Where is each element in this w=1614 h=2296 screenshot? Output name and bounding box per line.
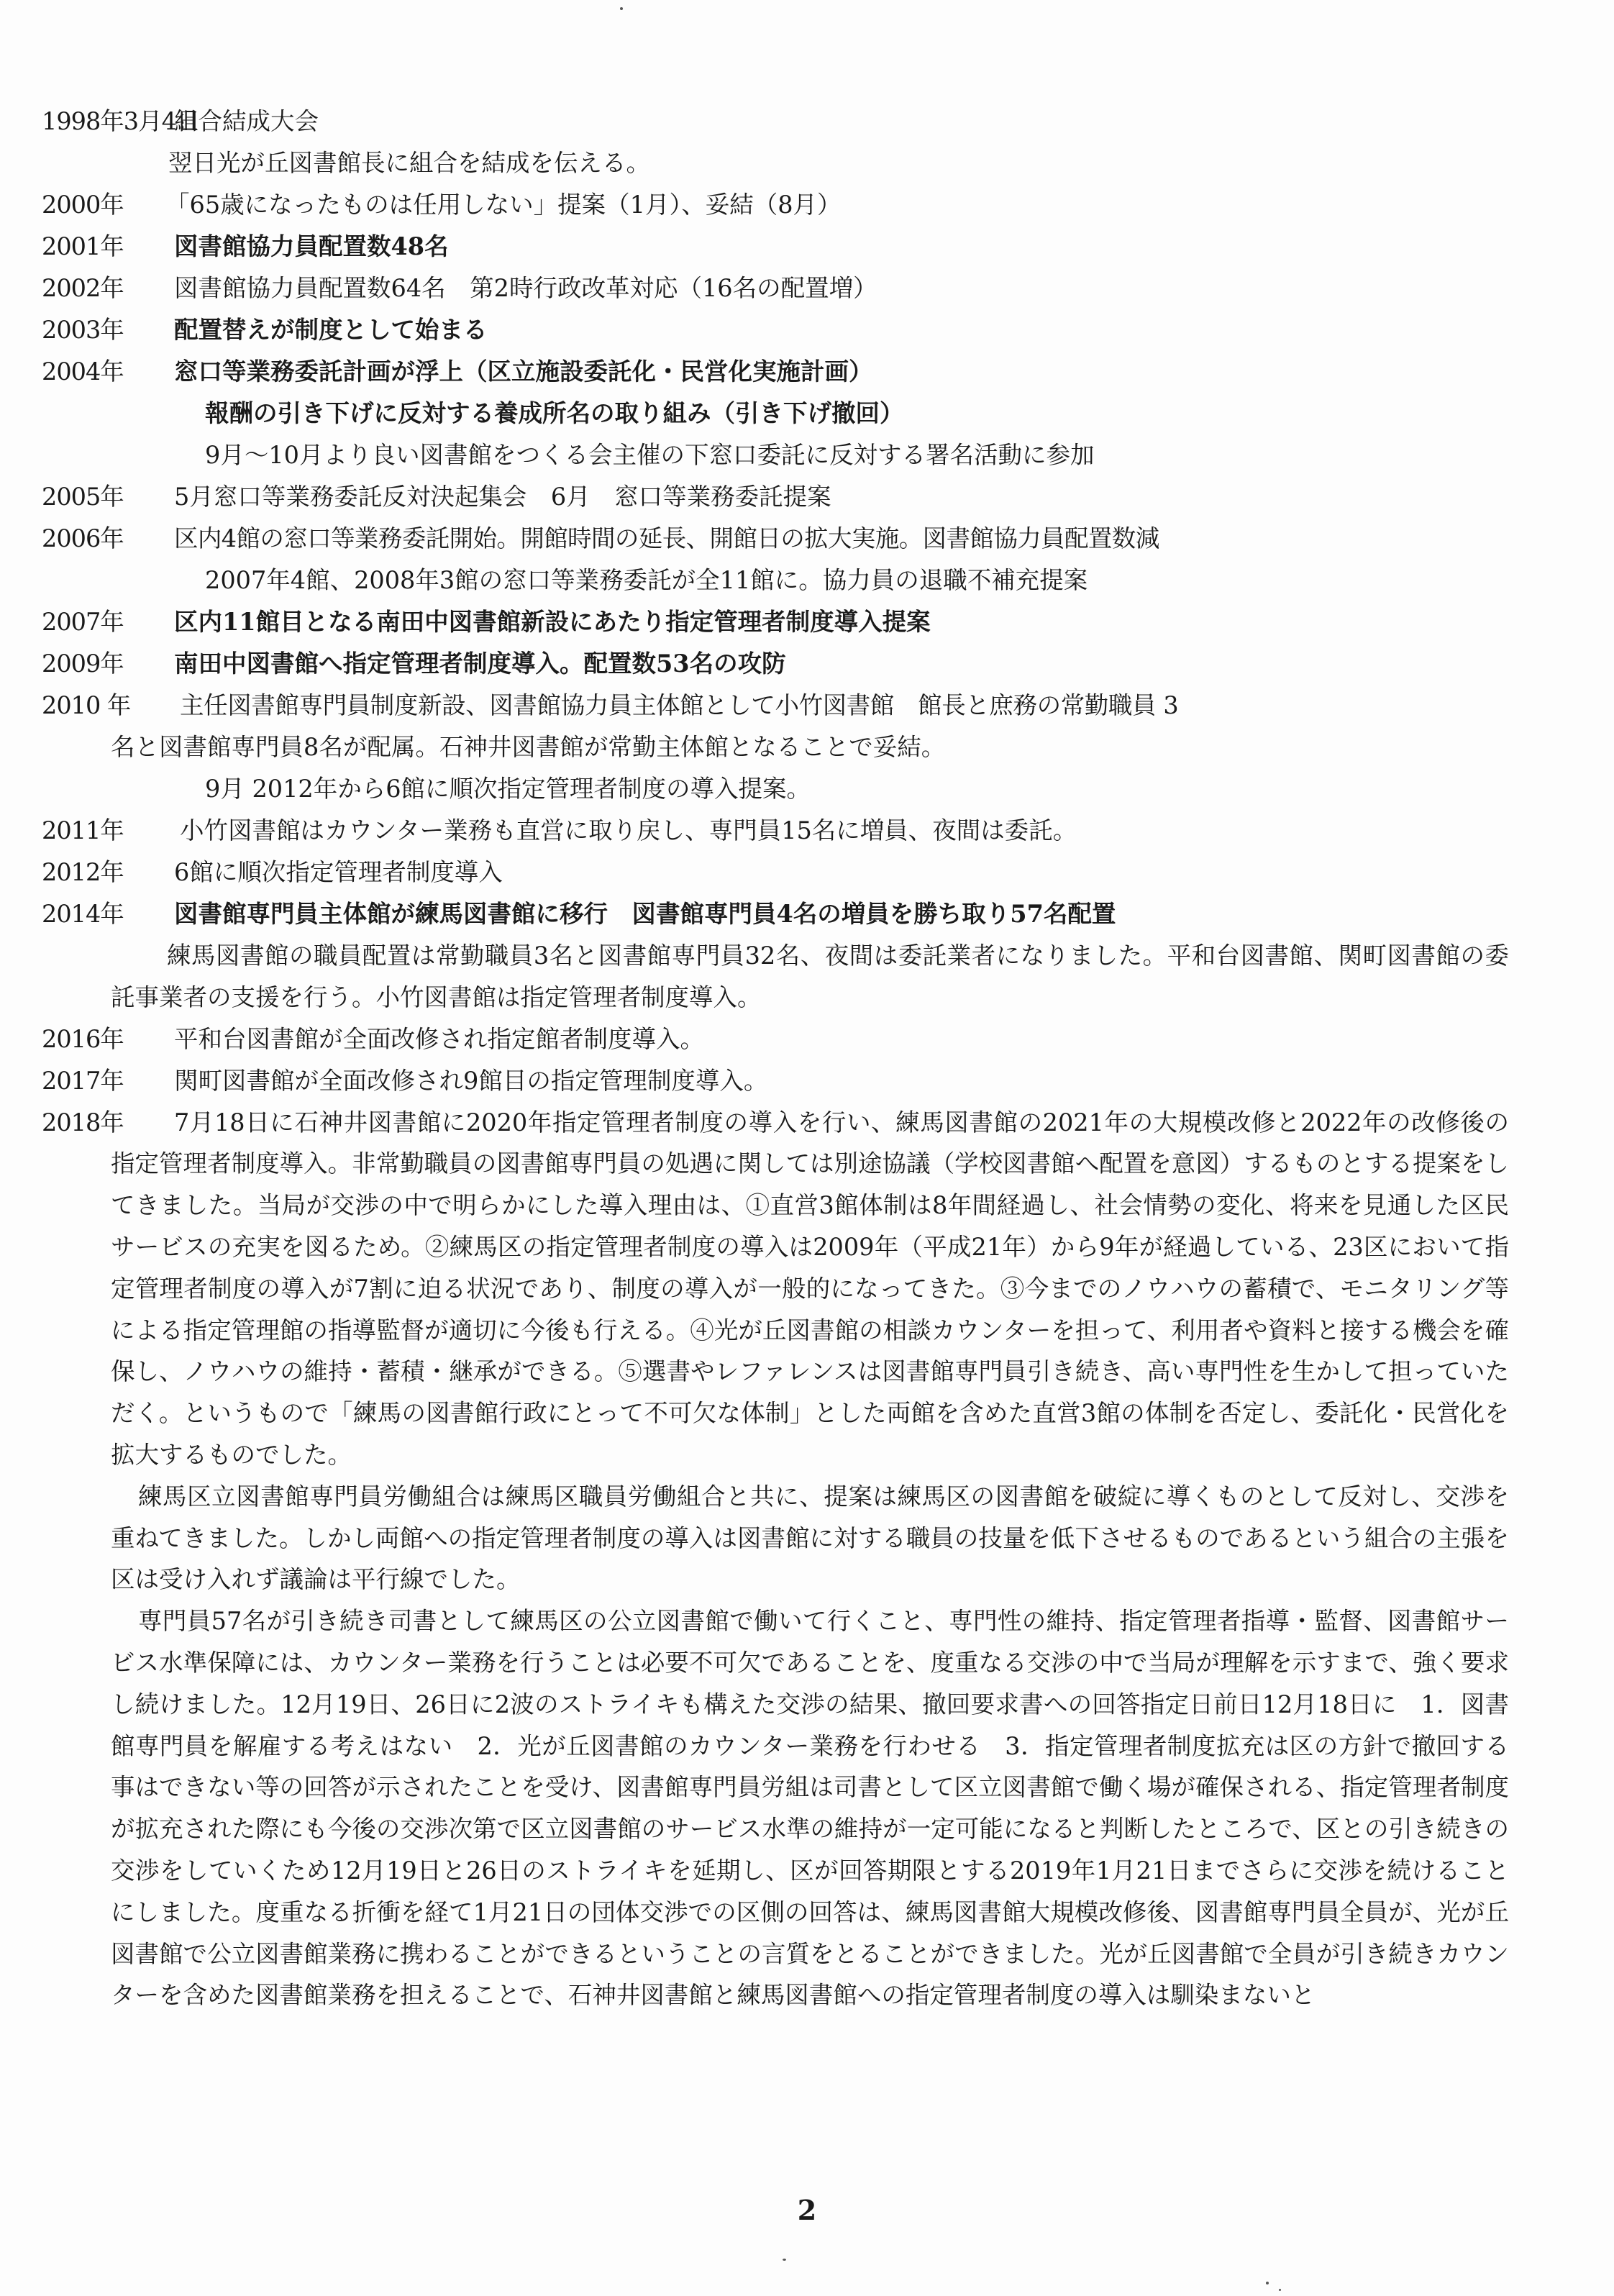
- timeline-entry-2016: [42, 1019, 1509, 1060]
- timeline-text: 関町図書館が全面改修され9館目の指定管理制度導入。: [174, 1066, 768, 1095]
- paragraph-strike: 専門員57名が引き続き司書として練馬区の公立図書館で働いて行くこと、専門性の維持、指定管理者指導・監督、図書館サービス水準保障には、カウンター業務を行うことは必要不可欠であることを、度重なる交渉の中で当局が理解を示すまで、強く要求し続けました。12月19日、26日に2波のストライキも構えた交渉の結果、撤回要求書への回答指定日前日12月18日に 1．図書館専門員を解雇する考えはない 2．光が丘図書館のカウンター業務を行わせる 3．指定管理者制度拡充は区の方針で撤回する事はできない等の回答が示されたことを受け、図書館専門員労組は司書として区立図書館で働く場が確保される、指定管理者制度が拡充された際にも今後の交渉次第で区立図書館のサービス水準の維持が一定可能になると判断したところで、区との引き続きの交渉をしていくため12月19日と26日のストライキを延期し、区が回答期限とする2019年1月21日までさらに交渉を続けることにしました。度重なる折衝を経て1月21日の団体交渉での区側の回答は、練馬図書館大規模改修後、図書館専門員全員が、光が丘図書館で公立図書館業務に携わることができるということの言質をとることができました。光が丘図書館で全員が引き続きカウンターを含めた図書館業務を担えることで、石神井図書館と練馬図書館への指定管理者制度の導入は馴染まないと: [111, 1607, 1509, 2010]
- timeline-entry-2007: [42, 601, 1509, 643]
- timeline-entry-2004: [42, 351, 1509, 393]
- timeline-year: 2000年: [42, 191, 124, 219]
- page-number: 2: [797, 2194, 817, 2226]
- timeline-entry-1998: [42, 101, 1509, 142]
- timeline-entry-2012: [42, 852, 1509, 893]
- timeline-entry-2002: [42, 268, 1509, 309]
- timeline-year: 2014年: [42, 900, 124, 928]
- timeline-continuation: 2007年4館、2008年3館の窓口等業務委託が全11館に。協力員の退職不補充提案: [205, 566, 1088, 594]
- timeline-year: 2001年: [42, 232, 124, 260]
- timeline-text: 図書館協力員配置数48名: [174, 232, 449, 260]
- timeline-entry-2011: [42, 810, 1509, 852]
- timeline-continuation: 9月 2012年から6館に順次指定管理者制度の導入提案。: [205, 775, 811, 803]
- scan-speck: [1266, 2282, 1269, 2284]
- timeline-text: 区内4館の窓口等業務委託開始。開館時間の延長、開館日の拡大実施。図書館協力員配置数減: [174, 524, 1159, 552]
- timeline-text: 「65歳になったものは任用しない」提案（1月）、妥結（8月）: [165, 191, 842, 219]
- timeline-entry-2000: [42, 184, 1509, 226]
- timeline-entry-2017: [42, 1060, 1509, 1102]
- timeline-text: 主任図書館専門員制度新設、図書館協力員主体館として小竹図書館 館長と庶務の常勤職員 3: [180, 691, 1179, 719]
- timeline-entry-2003: [42, 309, 1509, 351]
- timeline-year: 2005年: [42, 483, 124, 511]
- timeline-year: 1998年3月4日: [42, 107, 200, 135]
- timeline-text: 組合結成大会: [174, 107, 319, 135]
- timeline-text: 南田中図書館へ指定管理者制度導入。配置数53名の攻防: [174, 650, 786, 678]
- paragraph-2014: 練馬図書館の職員配置は常勤職員3名と図書館専門員32名、夜間は委託業者になりました。平和台図書館、関町図書館の委託事業者の支援を行う。小竹図書館は指定管理者制度導入。: [111, 942, 1509, 1011]
- timeline-year: 2009年: [42, 650, 124, 678]
- paragraph-2018-text: 7月18日に石神井図書館に2020年指定管理者制度の導入を行い、練馬図書館の2021年の大規模改修と2022年の改修後の指定管理者制度導入。非常勤職員の図書館専門員の処遇に関しては別途協議（学校図書館へ配置を意図）するものとする提案をしてきました。当局が交渉の中で明らかにした導入理由は、①直営3館体制は8年間経過し、社会情勢の変化、将来を見通した区民サービスの充実を図るため。②練馬区の指定管理者制度の導入は2009年（平成21年）から9年が経過している、23区において指定管理者制度の導入が7割に迫る状況であり、制度の導入が一般的になってきた。③今までのノウハウの蓄積で、モニタリング等による指定管理館の指導監督が適切に今後も行える。④光が丘図書館の相談カウンターを担って、利用者や資料と接する機会を確保し、ノウハウの維持・蓄積・継承ができる。⑤選書やレファレンスは図書館専門員引き続き、高い専門性を生かして担っていただく。というもので「練馬の図書館行政にとって不可欠な体制」とした両館を含めた直営3館の体制を否定し、委託化・民営化を拡大するものでした。: [111, 1108, 1509, 1469]
- timeline-entry-2005: [42, 476, 1509, 518]
- document-body: [42, 101, 1509, 2016]
- timeline-text: 配置替えが制度として始まる: [174, 316, 488, 344]
- timeline-year: 2002年: [42, 274, 124, 302]
- timeline-text: 図書館協力員配置数64名 第2時行政改革対応（16名の配置増）: [174, 274, 877, 302]
- timeline-year: 2018年: [42, 1108, 124, 1136]
- timeline-continuation: 9月〜10月より良い図書館をつくる会主催の下窓口委託に反対する署名活動に参加: [205, 441, 1095, 469]
- timeline-text: 図書館専門員主体館が練馬図書館に移行 図書館専門員4名の増員を勝ち取り57名配置: [174, 900, 1116, 928]
- timeline-year: 2004年: [42, 357, 124, 386]
- scan-speck: [1279, 2289, 1281, 2291]
- scan-speck: [783, 2259, 786, 2261]
- timeline-entry-2001: [42, 226, 1509, 268]
- timeline-year: 2016年: [42, 1024, 124, 1053]
- timeline-continuation: 報酬の引き下げに反対する養成所名の取り組み（引き下げ撤回）: [205, 399, 904, 427]
- timeline-year: 2003年: [42, 316, 124, 344]
- timeline-entry-2014: [42, 893, 1509, 935]
- timeline-text: 6館に順次指定管理者制度導入: [174, 858, 503, 886]
- timeline-text: 小竹図書館はカウンター業務も直営に取り戻し、専門員15名に増員、夜間は委託。: [180, 816, 1077, 844]
- timeline-continuation: 名と図書館専門員8名が配属。石神井図書館が常勤主体館となることで妥結。: [111, 733, 946, 761]
- timeline-text: 区内11館目となる南田中図書館新設にあたり指定管理者制度導入提案: [174, 608, 931, 636]
- timeline-year: 2012年: [42, 858, 124, 886]
- timeline-text: 5月窓口等業務委託反対決起集会 6月 窓口等業務委託提案: [174, 483, 831, 511]
- timeline-entry-2010: [42, 685, 1509, 726]
- timeline-year: 2010 年: [42, 691, 131, 719]
- timeline-entry-2009: [42, 643, 1509, 685]
- timeline-year: 2006年: [42, 524, 124, 552]
- timeline-year: 2011年: [42, 816, 124, 844]
- timeline-year: 2007年: [42, 608, 124, 636]
- timeline-entry-2006: [42, 518, 1509, 560]
- scan-speck: [620, 7, 623, 10]
- timeline-year: 2017年: [42, 1066, 124, 1095]
- timeline-text: 窓口等業務委託計画が浮上（区立施設委託化・民営化実施計画）: [174, 357, 873, 386]
- paragraph-union: 練馬区立図書館専門員労働組合は練馬区職員労働組合と共に、提案は練馬区の図書館を破綻に導くものとして反対し、交渉を重ねてきました。しかし両館への指定管理者制度の導入は図書館に対する職員の技量を低下させるものであるという組合の主張を区は受け入れず議論は平行線でした。: [111, 1482, 1509, 1594]
- paragraph-2018: [42, 1102, 1509, 1476]
- timeline-continuation: 翌日光が丘図書館長に組合を結成を伝える。: [168, 149, 650, 177]
- timeline-text: 平和台図書館が全面改修され指定館者制度導入。: [174, 1024, 704, 1053]
